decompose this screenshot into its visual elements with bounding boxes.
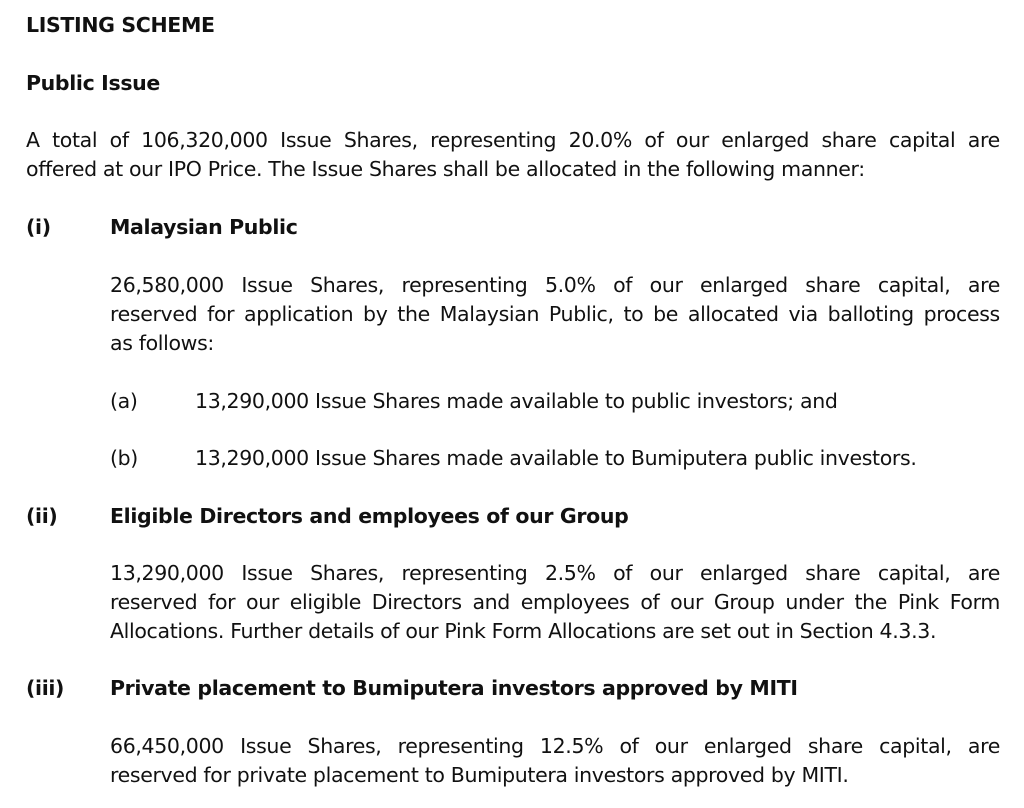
document-title: LISTING SCHEME <box>26 13 215 37</box>
sub-item-text: 13,290,000 Issue Shares made available to Bumiputera public investors. <box>195 446 917 470</box>
sub-item-label: (b) <box>110 446 138 470</box>
sub-item-label: (a) <box>110 389 138 413</box>
section-body-line-3: Allocations. Further details of our Pink Form Allocations are set out in Section 4.3.3. <box>110 619 937 643</box>
section-subtitle: Public Issue <box>26 71 160 95</box>
section-number: (iii) <box>26 676 65 700</box>
intro-line-2: offered at our IPO Price. The Issue Shares shall be allocated in the following manner: <box>26 157 865 181</box>
section-body-line-1: 13,290,000 Issue Shares, representing 2.5% of our enlarged share capital, are <box>110 561 1000 585</box>
section-body-line-1: 26,580,000 Issue Shares, representing 5.0% of our enlarged share capital, are <box>110 273 1000 297</box>
section-heading: Eligible Directors and employees of our Group <box>110 504 629 528</box>
section-body-line-3: as follows: <box>110 331 214 355</box>
section-body-line-2: reserved for private placement to Bumiputera investors approved by MITI. <box>110 763 849 787</box>
section-heading: Private placement to Bumiputera investors approved by MITI <box>110 676 798 700</box>
section-number: (i) <box>26 215 51 239</box>
section-body-line-2: reserved for application by the Malaysian Public, to be allocated via balloting process <box>110 302 1000 326</box>
section-number: (ii) <box>26 504 58 528</box>
section-heading: Malaysian Public <box>110 215 298 239</box>
sub-item-text: 13,290,000 Issue Shares made available to public investors; and <box>195 389 838 413</box>
section-body-line-1: 66,450,000 Issue Shares, representing 12.5% of our enlarged share capital, are <box>110 734 1000 758</box>
section-body-line-2: reserved for our eligible Directors and employees of our Group under the Pink Form <box>110 590 1000 614</box>
intro-line-1: A total of 106,320,000 Issue Shares, representing 20.0% of our enlarged share capital are <box>26 128 1000 152</box>
